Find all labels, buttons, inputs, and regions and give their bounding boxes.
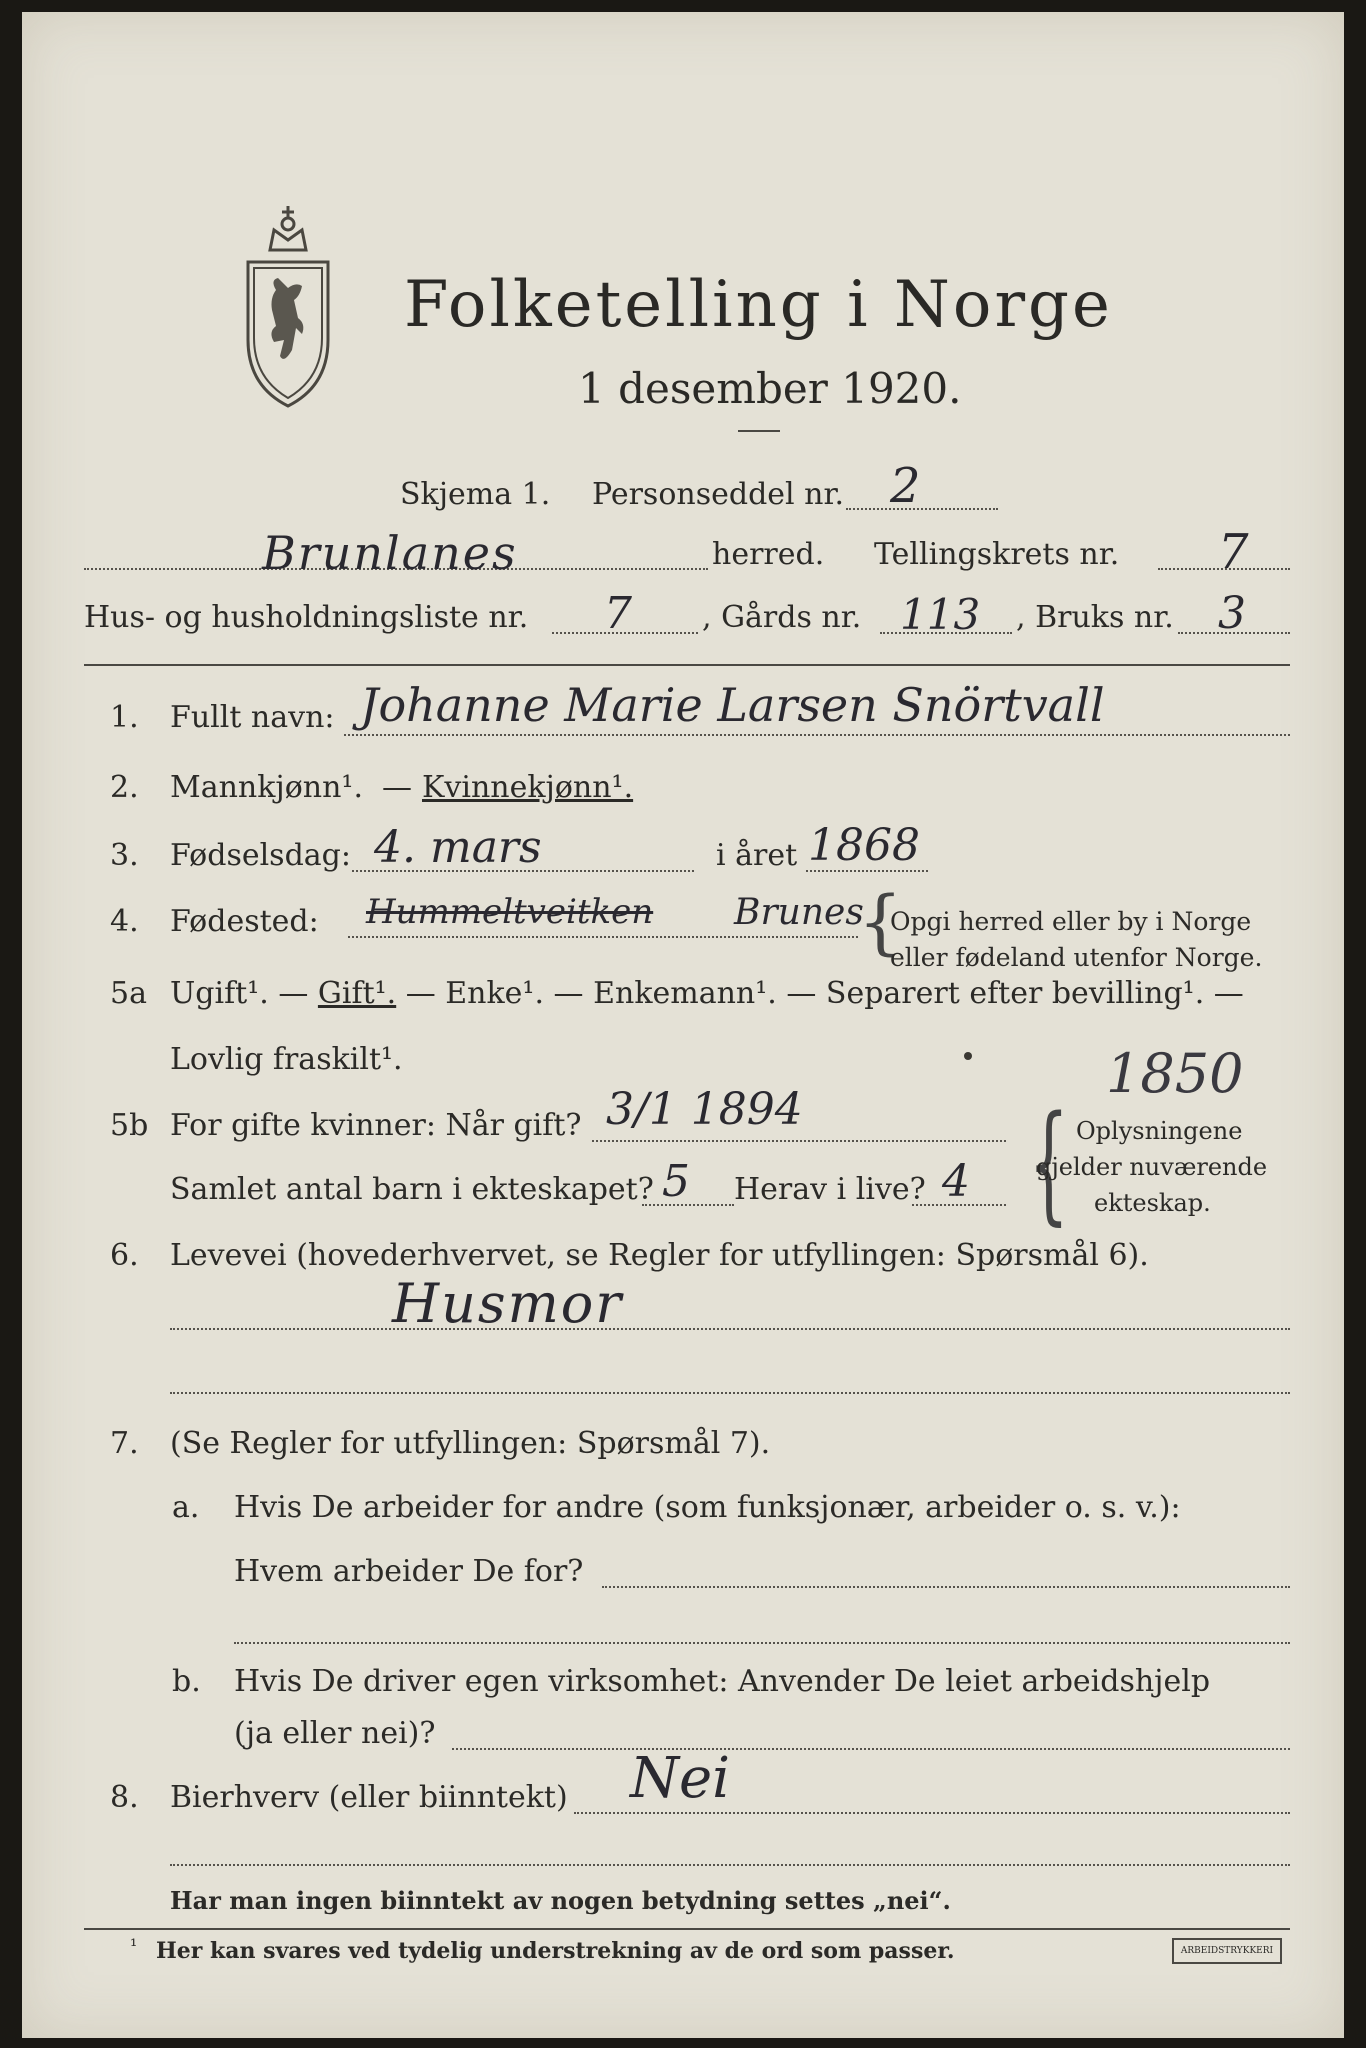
- q7-number: 7.: [110, 1426, 139, 1461]
- margin-note: 1850: [1106, 1042, 1244, 1105]
- q5a-dash: —: [405, 976, 436, 1011]
- q7b-letter: b.: [172, 1664, 201, 1699]
- q7-label: (Se Regler for utfyllingen: Spørsmål 7).: [170, 1426, 771, 1461]
- q5b-married-value[interactable]: 3/1 1894: [606, 1084, 803, 1135]
- q5a-dash: —: [786, 976, 817, 1011]
- personseddel-label: Personseddel nr.: [592, 477, 845, 512]
- q5a-enke[interactable]: Enke¹.: [445, 976, 544, 1011]
- q7b-question: (ja eller nei)?: [234, 1716, 436, 1751]
- q5b-note-3: ekteskap.: [1094, 1189, 1211, 1217]
- q5a-number: 5a: [110, 976, 147, 1011]
- bruks-label: , Bruks nr.: [1016, 600, 1174, 635]
- q7a-question: Hvem arbeider De for?: [234, 1554, 584, 1589]
- q5b-children-label: Samlet antal barn i ekteskapet?: [170, 1172, 654, 1207]
- tellingskrets-label: Tellingskrets nr.: [874, 537, 1120, 572]
- gards-label: , Gårds nr.: [702, 600, 862, 635]
- date-underline: [738, 430, 780, 432]
- gards-value[interactable]: 113: [900, 590, 981, 639]
- q5a-ugift[interactable]: Ugift¹.: [170, 976, 269, 1011]
- husliste-value[interactable]: 7: [604, 588, 632, 639]
- q7a-field-1[interactable]: [602, 1586, 1290, 1588]
- q5a-separert[interactable]: Separert efter bevilling¹.: [825, 976, 1205, 1011]
- q2-number: 2.: [110, 770, 139, 805]
- personseddel-value[interactable]: 2: [890, 458, 921, 514]
- q5b-married-field: [592, 1140, 1006, 1142]
- q5a-gift[interactable]: Gift¹.: [317, 976, 397, 1011]
- q3-year-value[interactable]: 1868: [808, 820, 920, 871]
- q5b-alive-value[interactable]: 4: [942, 1156, 970, 1207]
- q3-label: Fødselsdag:: [170, 838, 351, 873]
- q8-label: Bierhverv (eller biinntekt): [170, 1780, 568, 1815]
- q5b-brace: {: [1028, 1089, 1070, 1238]
- footer-divider: [84, 1928, 1290, 1930]
- personseddel-field: [846, 508, 998, 510]
- q4-note-2: eller fødeland utenfor Norge.: [890, 943, 1263, 972]
- herred-label: herred.: [712, 537, 825, 572]
- q4-brace: {: [858, 881, 903, 963]
- q2-dash: —: [382, 770, 412, 805]
- q6-field-1: [170, 1328, 1290, 1330]
- q6-value[interactable]: Husmor: [392, 1272, 624, 1335]
- q2-male[interactable]: Mannkjønn¹.: [170, 770, 363, 805]
- footer-note: Har man ingen biinntekt av nogen betydning settes „nei“.: [170, 1886, 951, 1915]
- form-date: 1 desember 1920.: [578, 364, 962, 413]
- q6-label: Levevei (hovederhvervet, se Regler for utfyllingen: Spørsmål 6).: [170, 1238, 1149, 1273]
- q5b-note-1: Oplysningene: [1076, 1117, 1243, 1145]
- q5a-dash: —: [1213, 976, 1244, 1011]
- form-title: Folketelling i Norge: [404, 268, 1113, 342]
- q3-value[interactable]: 4. mars: [374, 822, 542, 873]
- ink-dot: [964, 1052, 972, 1060]
- q5b-alive-label: Herav i live?: [734, 1172, 926, 1207]
- herred-value[interactable]: Brunlanes: [262, 526, 518, 580]
- coat-of-arms-icon: [240, 200, 336, 412]
- q5a-dash: —: [553, 976, 584, 1011]
- q7b-field[interactable]: [452, 1748, 1290, 1750]
- q8-number: 8.: [110, 1780, 139, 1815]
- q2-female[interactable]: Kvinnekjønn¹.: [422, 770, 634, 805]
- q6-number: 6.: [110, 1238, 139, 1273]
- q5a-enkemann[interactable]: Enkemann¹.: [593, 976, 777, 1011]
- q5a-fraskilt[interactable]: Lovlig fraskilt¹.: [170, 1042, 403, 1077]
- q4-value[interactable]: Brunes: [734, 892, 864, 933]
- q7a-field-2[interactable]: [234, 1642, 1290, 1644]
- census-form: [22, 12, 1344, 2038]
- q7a-text: Hvis De arbeider for andre (som funksjonær, arbeider o. s. v.):: [234, 1490, 1181, 1525]
- q1-value[interactable]: Johanne Marie Larsen Snörtvall: [360, 678, 1105, 732]
- q7b-text: Hvis De driver egen virksomhet: Anvender De leiet arbeidshjelp: [234, 1664, 1211, 1699]
- q5a-dash: —: [278, 976, 309, 1011]
- q6-field-2: [170, 1392, 1290, 1394]
- bruks-value[interactable]: 3: [1218, 588, 1246, 639]
- q1-label: Fullt navn:: [170, 700, 335, 735]
- q8-field-2: [170, 1864, 1290, 1866]
- q5b-married-label: For gifte kvinner: Når gift?: [170, 1108, 582, 1143]
- header-divider: [84, 664, 1290, 666]
- q5a-options: [170, 976, 1244, 1011]
- q8-value[interactable]: Nei: [630, 1746, 731, 1811]
- husliste-label: Hus- og husholdningsliste nr.: [84, 600, 529, 635]
- q4-number: 4.: [110, 904, 139, 939]
- q5b-note-2: gjelder nuværende: [1036, 1153, 1268, 1181]
- q5b-number: 5b: [110, 1108, 149, 1143]
- q7a-letter: a.: [172, 1490, 200, 1525]
- q4-field: [348, 936, 858, 938]
- footnote-mark: ¹: [130, 1936, 138, 1957]
- q8-field-1: [574, 1812, 1290, 1814]
- tellingskrets-value[interactable]: 7: [1218, 524, 1249, 580]
- skjema-label: Skjema 1.: [400, 477, 551, 512]
- footnote: Her kan svares ved tydelig understrekning av de ord som passer.: [156, 1938, 955, 1964]
- q5b-children-value[interactable]: 5: [662, 1156, 690, 1207]
- q3-number: 3.: [110, 838, 139, 873]
- q4-struck-value[interactable]: Hummeltveitken: [366, 892, 654, 932]
- q1-field: [344, 734, 1290, 736]
- q1-number: 1.: [110, 700, 139, 735]
- q4-label: Fødested:: [170, 904, 319, 939]
- q4-note-1: Opgi herred eller by i Norge: [890, 907, 1252, 936]
- printer-stamp: ARBEIDSTRYKKERI: [1172, 1938, 1282, 1964]
- q3-year-label: i året: [716, 838, 798, 873]
